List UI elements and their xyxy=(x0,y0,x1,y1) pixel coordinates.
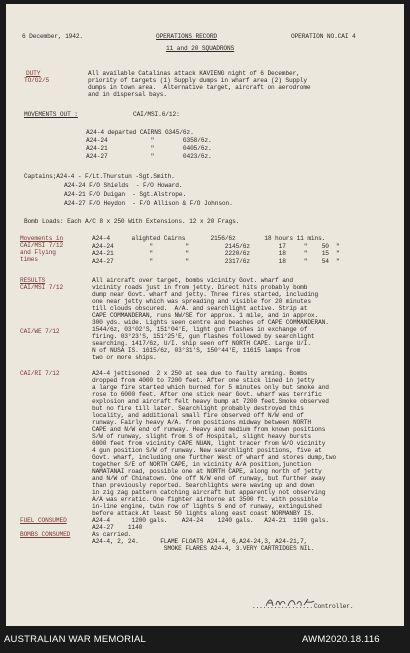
results-line: NAMATANAI road, possible one at NORTH CAPE, along north of jetty xyxy=(92,468,322,475)
results-line: before attack.At least 50 lights along east coast NORMANBY IS. xyxy=(92,510,315,517)
results-line: CAPE and N/W end of runway. Heavy and medium from known positions xyxy=(92,426,326,433)
results-line: till clouds obscured. A/A. and searchlight active. Strip at xyxy=(92,305,308,312)
results-label: RESULTS xyxy=(20,277,46,284)
results-line: Govt. wharf, including one further West of wharf and stores dump,two xyxy=(92,454,337,461)
results-line: searching. 1417/6z, U/I. ship seen off NORTH CAPE. Large U/I. xyxy=(92,340,311,347)
bombs-row: A24-4, 2, 24. FLAME FLOATS A24-4, 6,A24-24,3, A24-21,7, xyxy=(92,538,308,545)
results-line: 300 yds. wide. Lights seen centre and beaches of CAPE COMMANDERAN. xyxy=(92,319,329,326)
results-line: 1544/6z, 03°02'S, 151°04'E, light gun flashes in exchange of xyxy=(92,326,308,333)
movement-in-row: A24-24 " " 2145/6z 17 " 50 " xyxy=(92,242,340,250)
institution-name: AUSTRALIAN WAR MEMORIAL xyxy=(4,634,147,645)
duty-ref: TO/G2/5 xyxy=(24,77,50,84)
movement-in-row: A24-27 " " 2317/6z 18 " 54 " xyxy=(92,257,340,265)
results-ref: CAI/RI 7/12 xyxy=(20,370,60,377)
results-line: 6000 feet from vicinity CAPE NUAN, light tracer from W/O vicinity xyxy=(92,440,326,447)
duty-label: DUTY xyxy=(26,70,41,77)
movements-in-label: and Flying xyxy=(20,249,56,256)
document-date: 6 December, 1942. xyxy=(22,33,84,40)
results-line: a large fire started which burned for 5 minutes only but smoke and xyxy=(92,384,329,391)
duty-line: priority of targets (1) Supply dumps in wharf area (2) Supply xyxy=(88,77,307,84)
results-line: in zig zag pattern catching aircraft but apparently not observing xyxy=(92,489,326,496)
movements-in-label: Movements in xyxy=(20,235,64,242)
results-line: together S/E of NORTH CAPE, in vicinity A/A position,junction xyxy=(92,461,311,468)
results-line: than previously reported. Searchlights were waving up and down xyxy=(92,482,315,489)
controller-label: Controller. xyxy=(314,603,354,610)
bombs-row: SMOKE FLARES A24-4, 3.VERY CARTRIDGES NIL. xyxy=(92,545,315,552)
results-line: vicinity roads just in from jetty. Direct hits probably bomb xyxy=(92,284,308,291)
results-ref: CAI/WE 7/12 xyxy=(20,328,60,335)
results-line: and N/W of Chinatown. One off N/W end of runway, but further away xyxy=(92,475,326,482)
movement-in-row: A24-21 " " 2220/6z 18 " 15 " xyxy=(92,250,340,257)
results-line: S/W of runway, slight from S of Hospital, slight heavy bursts xyxy=(92,433,311,440)
results-line: locality, and additional small fire observed off N/W end of xyxy=(92,412,304,419)
results-line: A/A was erratic. One fighter airborne at 3500 ft. with possible xyxy=(92,496,319,503)
movements-in-label: CAI/MSI 7/12 xyxy=(20,242,64,249)
signature-dots: ................. xyxy=(252,603,314,610)
movement-in-row: A24-4 alighted Cairns 2156/6z 18 hours 11 mins. xyxy=(92,235,326,242)
results-line: 4 gun position S/W of runway. New searchlight positions, five at xyxy=(92,447,322,454)
captains-line: A24-27 F/O Heydon - F/O Allison & F/O Johnson. xyxy=(64,200,233,207)
bomb-loads: Bomb Loads: Each A/C 8 x 250 With Extensions. 12 x 20 Frags. xyxy=(24,218,240,225)
results-line: one near jetty which was spreading and visible for 20 minutes xyxy=(92,298,311,305)
bombs-consumed-label: BOMBS CONSUMED xyxy=(20,531,71,538)
movement-out-row: A24-27 " 0423/6z. xyxy=(86,153,212,160)
document-page xyxy=(6,4,404,626)
movements-out-ref: CAI/MSI.6/12: xyxy=(133,111,180,118)
accession-number: AWM2020.18.116 xyxy=(302,634,380,645)
results-line: dropped from 4000 to 7200 feet. After one stick lined in jetty xyxy=(92,377,315,384)
archive-footer xyxy=(0,628,410,653)
results-line: All aircraft over target, bombs vicinity Govt. wharf and xyxy=(92,277,293,284)
bombs-row: As carried. xyxy=(92,531,132,538)
results-line: but no fire till later. Searchlight probably destroyed this xyxy=(92,405,304,412)
duty-line: dumps in town area. Alternative target, aircraft on aerodrome xyxy=(88,84,311,91)
results-line: two or more ships. xyxy=(92,354,157,361)
record-title: OPERATIONS RECORD xyxy=(156,33,218,40)
duty-line: All available Catalinas attack KAVIENG night of 6 December, xyxy=(88,70,300,77)
movements-out-label: MOVEMENTS OUT : xyxy=(24,111,78,118)
captains-line: Captains;A24-4 - F/Lt.Thurstun -Sgt.Smith. xyxy=(24,173,175,180)
movement-out-row: A24-24 " G358/6z. xyxy=(86,137,212,144)
captains-line: A24-24 F/O Shields - F/O Howard. xyxy=(64,182,183,189)
captains-line: A24-21 F/O Duigan - Sgt.Alstrope. xyxy=(64,191,187,198)
results-line: dump near Govt. wharf and jetty. Three fires started, including xyxy=(92,291,319,298)
fuel-row: A24-27 1140 xyxy=(92,524,143,531)
duty-line: and in dispersal bays. xyxy=(88,91,167,98)
fuel-consumed-label: FUEL CONSUMED xyxy=(20,517,67,524)
squadrons-title: 11 and 20 SQUADRONS xyxy=(166,45,235,52)
results-line: A24-4 jettisoned 2 x 250 at sea due to faulty arming. Bombs xyxy=(92,370,308,377)
results-line: N of NUSA IS. 1615/6z, 03°31'S, 150°44'E, 11615 lamps from xyxy=(92,347,301,354)
movement-out-row: A24-21 " 0405/6z. xyxy=(86,145,212,152)
movements-in-label: times xyxy=(20,256,38,263)
movement-out-row: A24-4 departed CAIRNS G345/6z. xyxy=(86,129,194,136)
fuel-row: A24-4 1200 gals. A24-24 1240 gals. A24-21 1190 gals. xyxy=(92,517,329,524)
results-line: in-line engine, twin row of lights S end of runway, extinguished xyxy=(92,503,322,510)
operation-number: OPERATION NO.CAI 4 xyxy=(291,33,356,40)
results-line: firing. 03°23'S, 151°25'E, gun flashes followed by searchlight xyxy=(92,333,315,340)
results-line: explosion and aircraft felt heavy bump at 7200 feet.Smoke observed xyxy=(92,398,329,405)
results-ref: CAI/MSI 7/12 xyxy=(20,284,64,291)
results-line: rose to 6000 feet. After one stick near Govt. wharf was terrific xyxy=(92,391,322,398)
results-line: runway. Fairly heavy A/A. from positions midway between NORTH xyxy=(92,419,311,426)
results-line: CAPE COMMANDERAN, runs NW/SE for approx. 1 mile, and in approx. xyxy=(92,312,319,319)
